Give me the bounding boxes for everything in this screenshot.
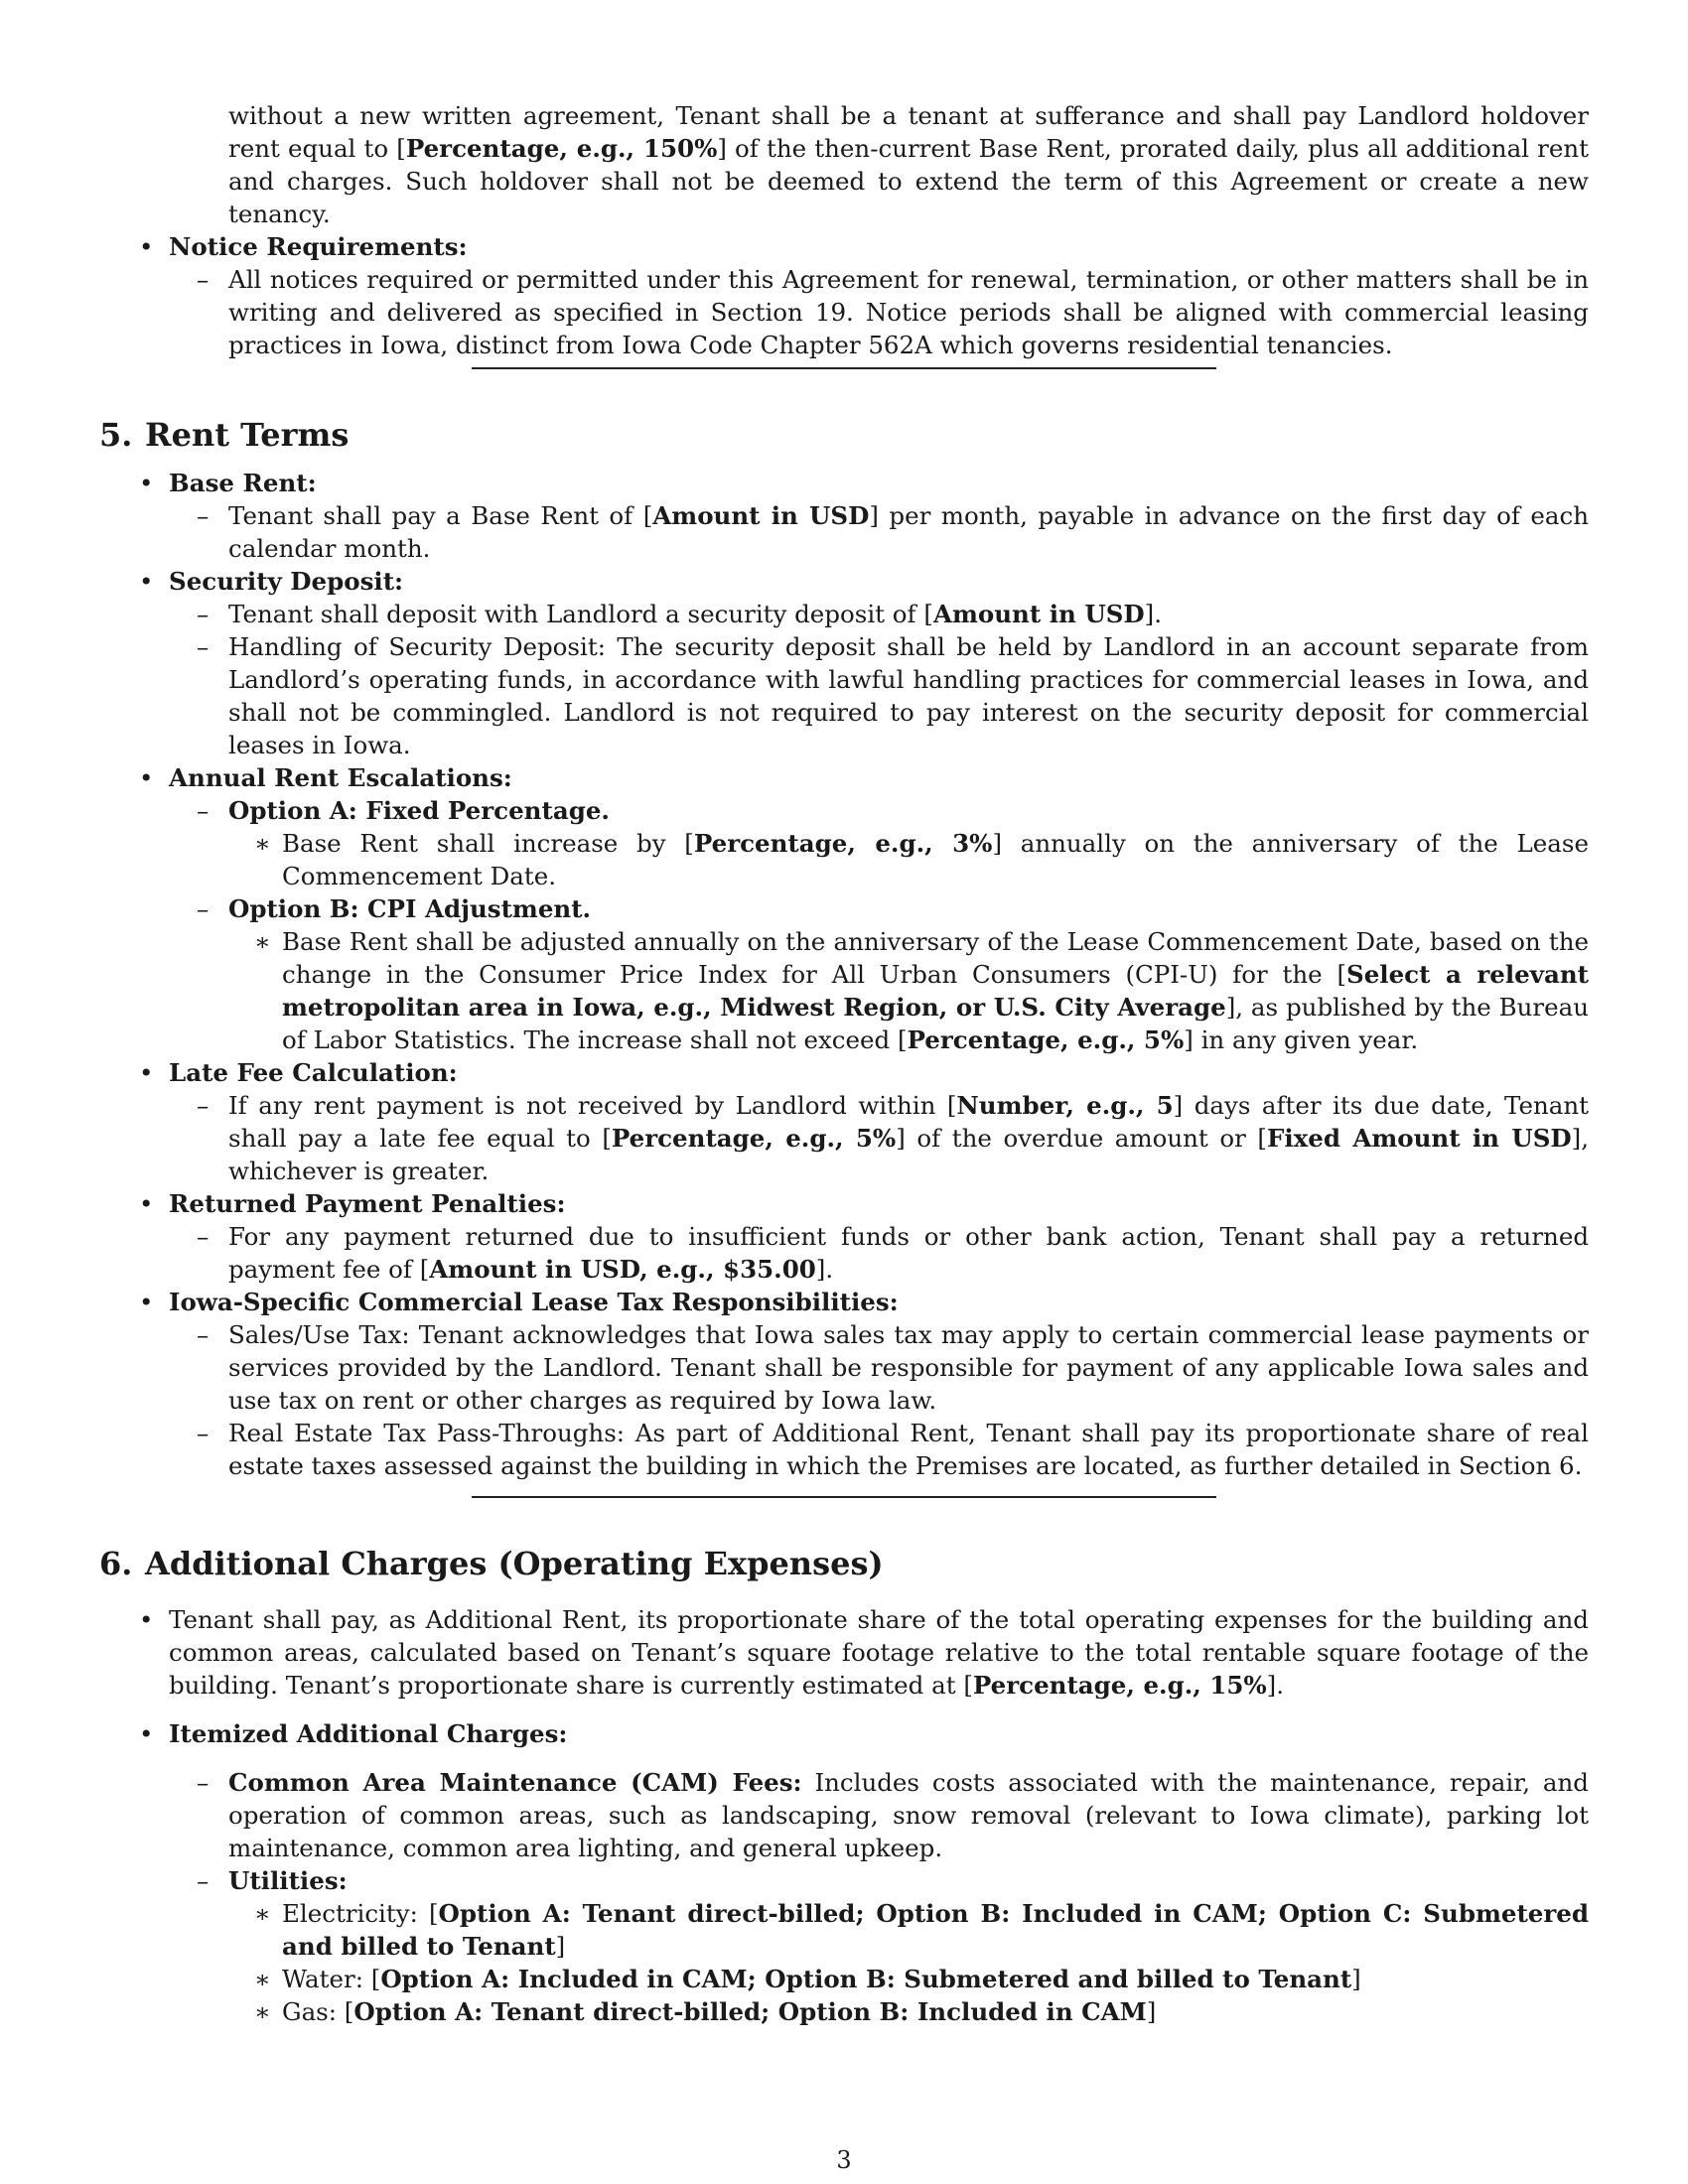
section-title: Additional Charges (Operating Expenses) <box>145 1545 884 1582</box>
gas-options: Option A: Tenant direct-billed; Option B: Included in CAM <box>353 1997 1147 2026</box>
returned-payment-item <box>99 1187 1589 1286</box>
base-rent-item <box>99 467 1589 565</box>
late-fee-item <box>99 1056 1589 1187</box>
close-bracket: ] <box>1146 1997 1157 2026</box>
late-text-a: If any rent payment is not received by Landlord within [ <box>228 1091 957 1120</box>
water-label: Water: [ <box>282 1965 381 1993</box>
close-bracket: ] <box>1351 1965 1361 1993</box>
section-5-heading <box>99 415 1589 455</box>
notice-item <box>99 230 1589 361</box>
additional-charges-list <box>99 1603 1589 2028</box>
utilities-item <box>169 1864 1589 2028</box>
deposit-handling: – Handling of Security Deposit: The security deposit shall be held by Landlord in an account separate from Landlord’s operating funds, in accordance with lawful handling practices for commercial leases in Iowa, and shall not be commingled. Landlord is not required to pay interest on the security deposit for commercial leases in Iowa. <box>169 630 1589 761</box>
holdover-placeholder: Percentage, e.g., 150% <box>405 134 718 163</box>
option-b-placeholder-2: Percentage, e.g., 5% <box>907 1025 1185 1054</box>
gas-label: Gas: [ <box>282 1997 354 2026</box>
returned-placeholder: Amount in USD, e.g., $35.00 <box>429 1255 816 1284</box>
option-a-text-a: Base Rent shall increase by [ <box>282 829 694 858</box>
deposit-text-a: Tenant shall deposit with Landlord a security deposit of [ <box>228 600 933 628</box>
share-text-b: ]. <box>1266 1671 1285 1700</box>
close-bracket: ] <box>555 1932 566 1961</box>
option-b-label: Option B: CPI Adjustment. <box>228 894 592 923</box>
holdover-text: without a new written agreement, Tenant shall be a tenant at sufferance and shall pay Landlord holdover rent equal to [ <box>228 101 1589 163</box>
holdover-text-end: ] of the then-current Base Rent, prorated daily, plus all additional rent and charges. Such holdover shall not be deemed to extend the term of this Agreement or create a new tenancy. <box>228 134 1589 228</box>
deposit-text <box>169 598 1589 630</box>
returned-text-a: For any payment returned due to insufficient funds or other bank action, Tenant shall pay a returned payment fee of [ <box>228 1222 1589 1284</box>
electricity-item <box>228 1897 1589 1963</box>
late-text-c: ] of the overdue amount or [ <box>896 1124 1267 1153</box>
late-fee-text <box>169 1089 1589 1187</box>
returned-text <box>169 1220 1589 1286</box>
electricity-options: Option A: Tenant direct-billed; Option B: Included in CAM; Option C: Submetered and billed to Tenant <box>282 1899 1589 1961</box>
returned-label: Returned Payment Penalties: <box>169 1189 566 1218</box>
tax-label: Iowa-Specific Commercial Lease Tax Responsibilities: <box>169 1288 899 1316</box>
cam-label: Common Area Maintenance (CAM) Fees: <box>228 1768 802 1797</box>
option-a-text <box>228 827 1589 892</box>
late-placeholder-amount: Fixed Amount in USD <box>1266 1124 1572 1153</box>
notice-list <box>99 230 1589 361</box>
share-text-a: Tenant shall pay, as Additional Rent, its proportionate share of the total operating expenses for the building and common areas, calculated based on Tenant’s square footage relative to the total rentable square footage of the building. Tenant’s proportionate share is currently estimated at [ <box>169 1605 1589 1700</box>
holdover-paragraph <box>99 99 1589 230</box>
holdover-continuation <box>99 99 1589 361</box>
late-text-d: ], whichever is greater. <box>228 1124 1589 1185</box>
option-b-text-c: ] in any given year. <box>1184 1025 1419 1054</box>
section-title: Rent Terms <box>145 416 350 454</box>
option-a-label: Option A: Fixed Percentage. <box>228 796 610 825</box>
returned-text-b: ]. <box>815 1255 834 1284</box>
late-placeholder-percent: Percentage, e.g., 5% <box>611 1124 897 1153</box>
base-rent-label: Base Rent: <box>169 469 317 497</box>
water-options: Option A: Included in CAM; Option B: Submetered and billed to Tenant <box>380 1965 1352 1993</box>
late-fee-label: Late Fee Calculation: <box>169 1058 458 1087</box>
gas-item <box>228 1995 1589 2028</box>
sales-tax-text: – Sales/Use Tax: Tenant acknowledges that Iowa sales tax may apply to certain commercial lease payments or services provided by the Landlord. Tenant shall be responsible for payment of any applicable Iowa sales and use tax on rent or other charges as required by Iowa law. <box>169 1318 1589 1417</box>
page-number: 3 <box>836 2146 852 2174</box>
section-6 <box>99 1544 1589 2028</box>
electricity-label: Electricity: [ <box>282 1899 439 1928</box>
cam-item <box>169 1766 1589 1864</box>
base-rent-text <box>169 499 1589 565</box>
escalations-label: Annual Rent Escalations: <box>169 763 512 792</box>
base-rent-placeholder: Amount in USD <box>652 501 870 530</box>
option-b-text <box>228 925 1589 1056</box>
option-a-placeholder: Percentage, e.g., 3% <box>693 829 993 858</box>
divider <box>472 1496 1216 1498</box>
share-item <box>99 1603 1589 1702</box>
itemized-label: Itemized Additional Charges: <box>169 1719 568 1748</box>
escalations-item <box>99 761 1589 1056</box>
security-deposit-item <box>99 565 1589 761</box>
notice-text: – All notices required or permitted under this Agreement for renewal, termination, or other matters shall be in writing and delivered as specified in Section 19. Notice periods shall be aligned with commercial leasing practices in Iowa, distinct from Iowa Code Chapter 562A which governs residential tenancies. <box>169 263 1589 361</box>
option-b-placeholder: Select a relevant metropolitan area in Iowa, e.g., Midwest Region, or U.S. City Average <box>282 960 1589 1022</box>
base-rent-text-a: Tenant shall pay a Base Rent of [ <box>228 501 653 530</box>
late-placeholder-days: Number, e.g., 5 <box>956 1091 1174 1120</box>
share-placeholder: Percentage, e.g., 15% <box>972 1671 1267 1700</box>
option-a-text-b: ] annually on the anniversary of the Lease Commencement Date. <box>282 829 1589 890</box>
late-text-b: ] days after its due date, Tenant shall pay a late fee equal to [ <box>228 1091 1589 1153</box>
section-6-heading <box>99 1544 1589 1583</box>
option-b <box>169 892 1589 1056</box>
tax-item <box>99 1286 1589 1482</box>
deposit-text-b: ]. <box>1144 600 1163 628</box>
notice-label: Notice Requirements: <box>169 232 468 261</box>
real-estate-tax-text: – Real Estate Tax Pass-Throughs: As part of Additional Rent, Tenant shall pay its proportionate share of real estate taxes assessed against the building in which the Premises are located, as further detailed in Section 6. <box>169 1417 1589 1482</box>
deposit-label: Security Deposit: <box>169 567 404 596</box>
option-a <box>169 794 1589 892</box>
cam-text: Includes costs associated with the maintenance, repair, and operation of common areas, such as landscaping, snow removal (relevant to Iowa climate), parking lot maintenance, common area lighting, and general upkeep. <box>228 1768 1589 1862</box>
base-rent-text-b: ] per month, payable in advance on the first day of each calendar month. <box>228 501 1589 563</box>
section-number: 5. <box>99 416 133 454</box>
divider <box>472 367 1216 369</box>
water-item <box>228 1963 1589 1995</box>
itemized-item <box>99 1717 1589 2028</box>
section-number: 6. <box>99 1545 133 1582</box>
utilities-label: Utilities: <box>228 1866 348 1895</box>
option-b-text-a: Base Rent shall be adjusted annually on the anniversary of the Lease Commencement Date, based on the change in the Consumer Price Index for All Urban Consumers (CPI-U) for the [ <box>282 927 1589 989</box>
rent-terms-list <box>99 467 1589 1482</box>
option-b-text-b: ], as published by the Bureau of Labor Statistics. The increase shall not exceed [ <box>282 993 1589 1054</box>
section-5 <box>99 415 1589 1482</box>
deposit-placeholder: Amount in USD <box>932 600 1145 628</box>
